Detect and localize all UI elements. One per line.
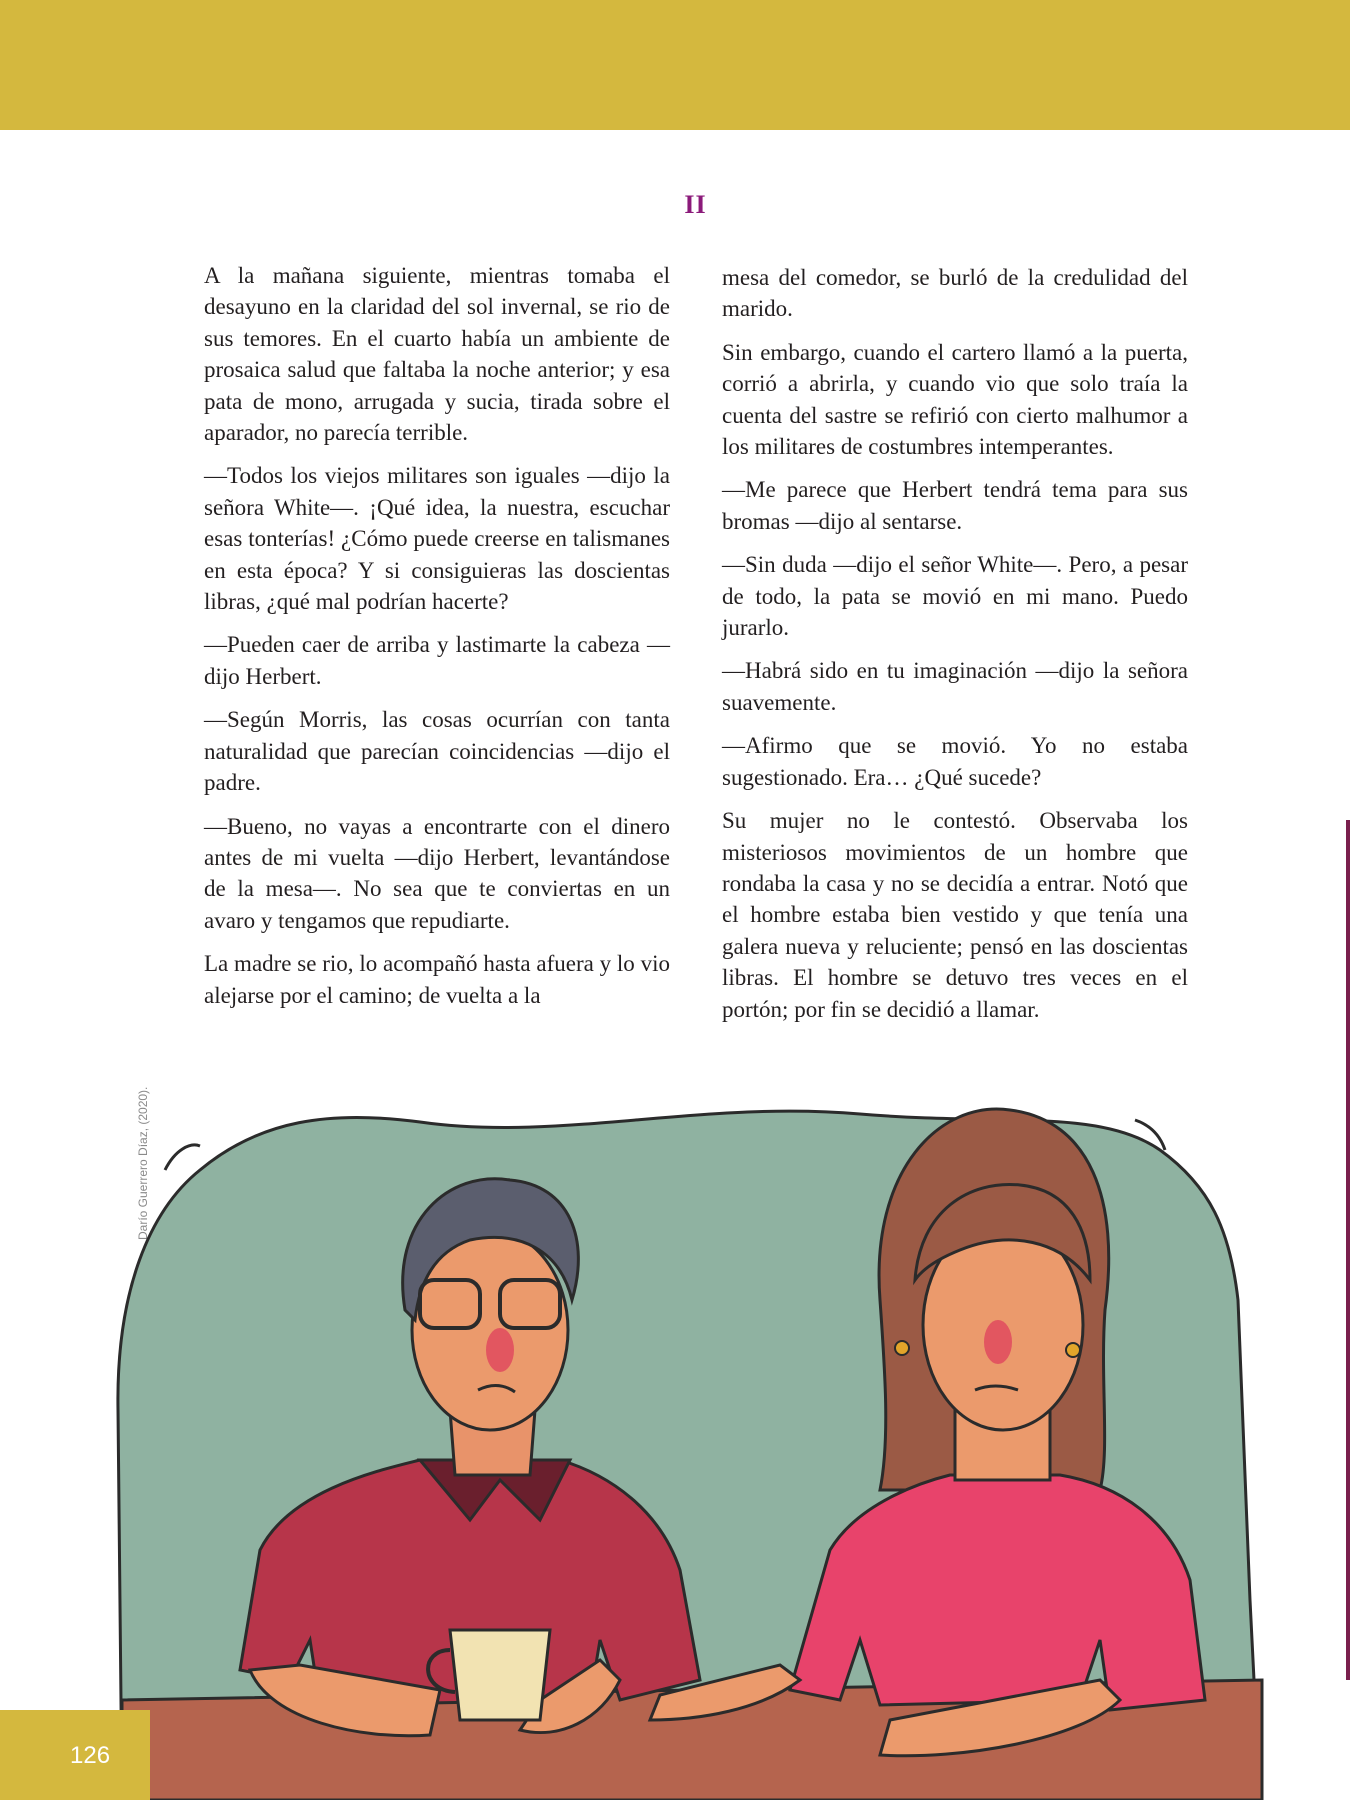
woman-earring-left [895,1341,909,1355]
paragraph: —Pueden caer de arriba y lastimarte la cabeza —dijo Herbert. [204,632,670,689]
paragraph: —Me parece que Herbert tendrá tema para sus bromas —dijo al sentarse. [722,477,1188,534]
woman-earring-right [1066,1343,1080,1357]
couple-illustration [0,1080,1350,1800]
paragraph: —Todos los viejos militares son iguales —dijo la señora White—. ¡Qué idea, la nuestra, escuchar esas tonterías! ¿Cómo puede creerse en talismanes en esta época? Y si consiguieras las doscientas libras, ¿qué mal podrían hacerte? [204,463,670,615]
section-heading: II [684,190,707,219]
paragraph: A la mañana siguiente, mientras tomaba el desayuno en la claridad del sol invernal, se rio de sus temores. En el cuarto había un ambiente de prosaica salud que faltaba la noche anterior; y esa pata de mono, arrugada y sucia, tirada sobre el aparador, no parecía terrible. [204,263,670,446]
man-nose [486,1328,514,1372]
paragraph: La madre se rio, lo acompañó hasta afuera y lo vio alejarse por el camino; de vuelta a la [204,951,670,1008]
page-number: 126 [70,1742,111,1769]
paragraph: Sin embargo, cuando el cartero llamó a la puerta, corrió a abrirla, y cuando vio que solo traía la cuenta del sastre se refirió con cierto malhumor a los militares de costumbres intemperantes. [722,339,1188,460]
right-text-column [722,262,1188,1037]
paragraph: Su mujer no le contestó. Observaba los misteriosos movimientos de un hombre que rondaba la casa y no se decidía a entrar. Notó que el hombre estaba bien vestido y que tenía una galera nueva y reluciente; pensó en las doscientas libras. El hombre se detuvo tres veces en el portón; por fin se decidió a llamar. [722,808,1188,1022]
paragraph: mesa del comedor, se burló de la credulidad del marido. [722,265,1188,322]
paragraph: —Según Morris, las cosas ocurrían con tanta naturalidad que parecían coincidencias —dijo el padre. [204,707,670,796]
left-text-column [204,260,670,1023]
header-band [0,0,1350,130]
background-highlight [165,1145,200,1170]
paragraph: —Habrá sido en tu imaginación —dijo la señora suavemente. [722,658,1188,715]
paragraph: —Bueno, no vayas a encontrarte con el dinero antes de mi vuelta —dijo Herbert, levantándose de la mesa—. No sea que te conviertas en un avaro y tengamos que repudiarte. [204,813,670,933]
paragraph: —Sin duda —dijo el señor White—. Pero, a pesar de todo, la pata se movió en mi mano. Puedo jurarlo. [722,552,1188,641]
coffee-cup [450,1630,550,1720]
paragraph: —Afirmo que se movió. Yo no estaba sugestionado. Era… ¿Qué sucede? [722,733,1188,790]
woman-nose [984,1320,1012,1364]
illustration-credit: Darío Guerrero Díaz, (2020). [136,1086,150,1240]
